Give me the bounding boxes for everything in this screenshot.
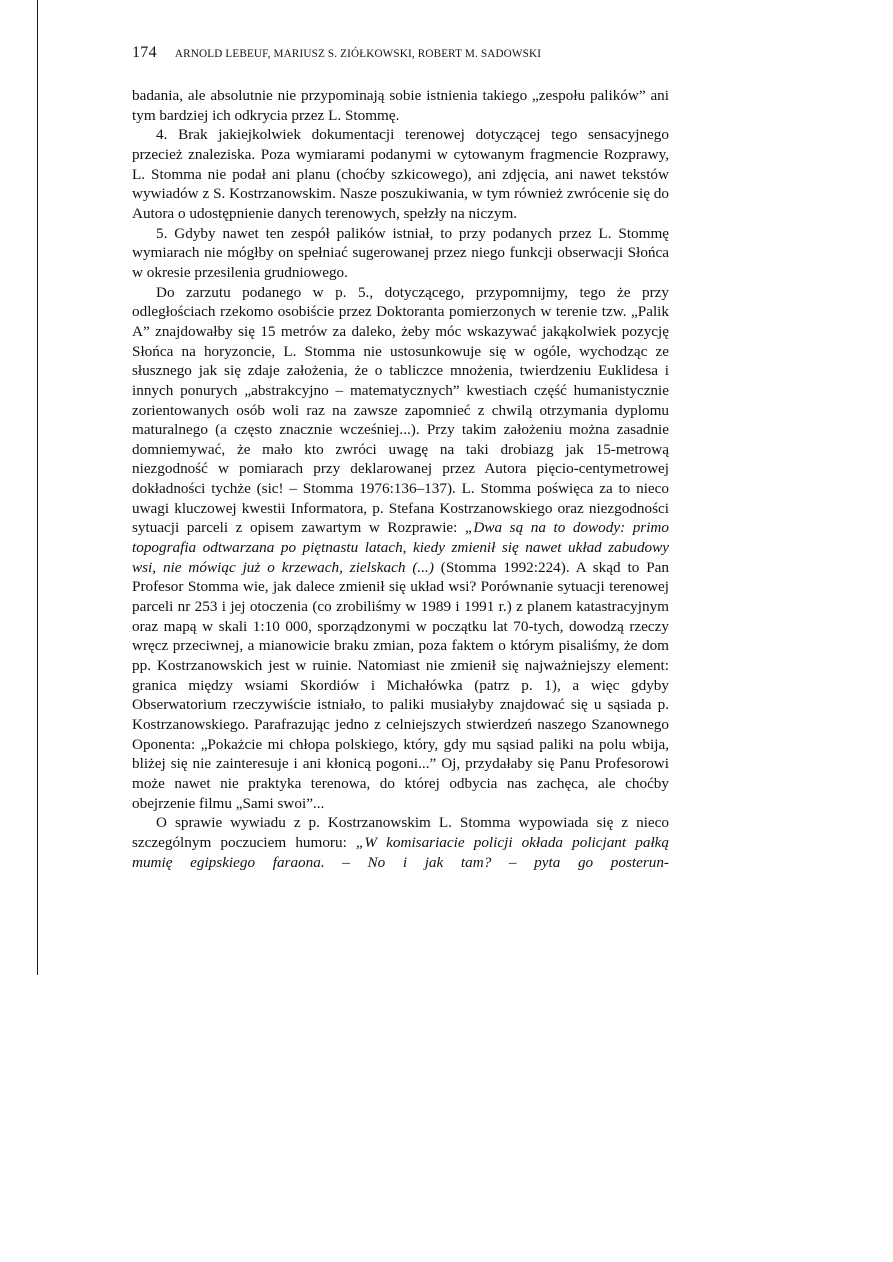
paragraph-text: Do zarzutu podanego w p. 5., dotyczącego, przypomnijmy, tego że przy odległościach rzekomo osobiście przez Doktoranta pomierzonych w terenie tzw. „Palik A” znajdowałby się 15 metrów za daleko, żeby móc wskazywać jakąkolwiek pozycję Słońca na horyzoncie, L. Stomma nie ustosunkowuje się w ogóle, wychodząc ze słusznego jak się zdaje założenia, że o tabliczce mnożenia, twierdzeniu Euklidesa i innych ponurych „abstrakcyjno – matematycznych” kwestiach część humanistycznie zorientowanych osób woli raz na zawsze zapomnieć z chwilą otrzymania dyplomu maturalnego (a często znacznie wcześniej...). Przy takim założeniu można zasadnie domniemywać, że mało kto zwróci uwagę na taki drobiazg jak 15-metrową niezgodność w pomiarach przy deklarowanej przez Autora pięcio-centymetrowej dokładności tychże (sic! – Stomma 1976:136–137). L. Stomma poświęca za to nieco uwagi kluczowej kwestii Informatora, p. Stefana Kostrzanowskiego oraz niezgodności sytuacji parceli z opisem zawartym w Rozprawie: xyxy=(132,283,669,537)
page-number: 174 xyxy=(132,44,157,61)
paragraph-text: (Stomma 1992:224). A skąd to Pan Profesor Stomma wie, jak dalece zmienił się układ wsi? Porównanie sytuacji terenowej parceli nr 253 i jej otoczenia (co zrobiliśmy w 1989 i 1991 r.) z planem katastracyjnym oraz mapą w skali 1:10 000, sporządzonymi w początku lat 70-tych, dowodzą rzeczy wręcz przeciwnej, a mianowicie braku zmian, poza faktem o którym pisaliśmy, że dom pp. Kostrzanowskich jest w ruinie. Natomiast nie zmienił się najważniejszy element: granica między wsiami Skordiów i Michałówka (patrz p. 1), a więc gdyby Obserwatorium rzeczywiście istniało, to paliki musiałyby znajdować się u sąsiada p. Kostrzanowskiego. Parafrazując jedno z celniejszych stwierdzeń naszego Szanownego Oponenta: „Pokażcie mi chłopa polskiego, który, gdy mu sąsiad paliki na polu wbija, bliżej się nie zainteresuje i ani kłonicą pogoni...” Oj, przydałaby się Panu Profesorowi może nawet nie praktyka terenowa, do której odbycia nas zachęca, ale choćby obejrzenie filmu „Sami swoi”... xyxy=(132,558,669,812)
paragraph-point-5: 5. Gdyby nawet ten zespół palików istniał, to przy podanych przez L. Stommę wymiarach nie mógłby on spełniać sugerowanej przez niego funkcji obserwacji Słońca w okresie przesilenia grudniowego. xyxy=(132,224,669,281)
header-authors: ARNOLD LEBEUF, MARIUSZ S. ZIÓŁKOWSKI, ROBERT M. SADOWSKI xyxy=(174,48,542,60)
paragraph-rebuttal xyxy=(132,283,669,814)
running-head xyxy=(132,44,672,62)
italic-quote: „Dwa są na to dowody: primo topografia odtwarzana po piętnastu latach, kiedy zmienił się nawet układ zabudowy wsi, nie mówiąc już o krzewach, zielskach (...) xyxy=(132,519,669,576)
paragraph-point-4: 4. Brak jakiejkolwiek dokumentacji terenowej dotyczącej tego sensacyjnego przecież znaleziska. Poza wymiarami podanymi w cytowanym fragmencie Rozprawy, L. Stomma nie podał ani planu (choćby szkicowego), ani zdjęcia, ani nawet tekstów wywiadów z S. Kostrzanowskim. Nasze poszukiwania, w tym również zwrócenie się do Autora o udostępnienie danych terenowych, spełzły na niczym. xyxy=(132,126,669,222)
scan-edge-line xyxy=(37,0,38,975)
body-text xyxy=(132,86,669,872)
paragraph-text: O sprawie wywiadu z p. Kostrzanowskim L. Stomma wypowiada się z nieco szczególnym poczuciem humoru: xyxy=(132,814,669,851)
italic-quote: „W komisariacie policji okłada policjant pałką mumię egipskiego faraona. – No i jak tam? – pyta go posterun- xyxy=(132,833,669,871)
paragraph-interview xyxy=(132,813,669,872)
paragraph-continuation: badania, ale absolutnie nie przypominają sobie istnienia takiego „zespołu palików” ani tym bardziej ich odkrycia przez L. Stommę. xyxy=(132,87,669,124)
